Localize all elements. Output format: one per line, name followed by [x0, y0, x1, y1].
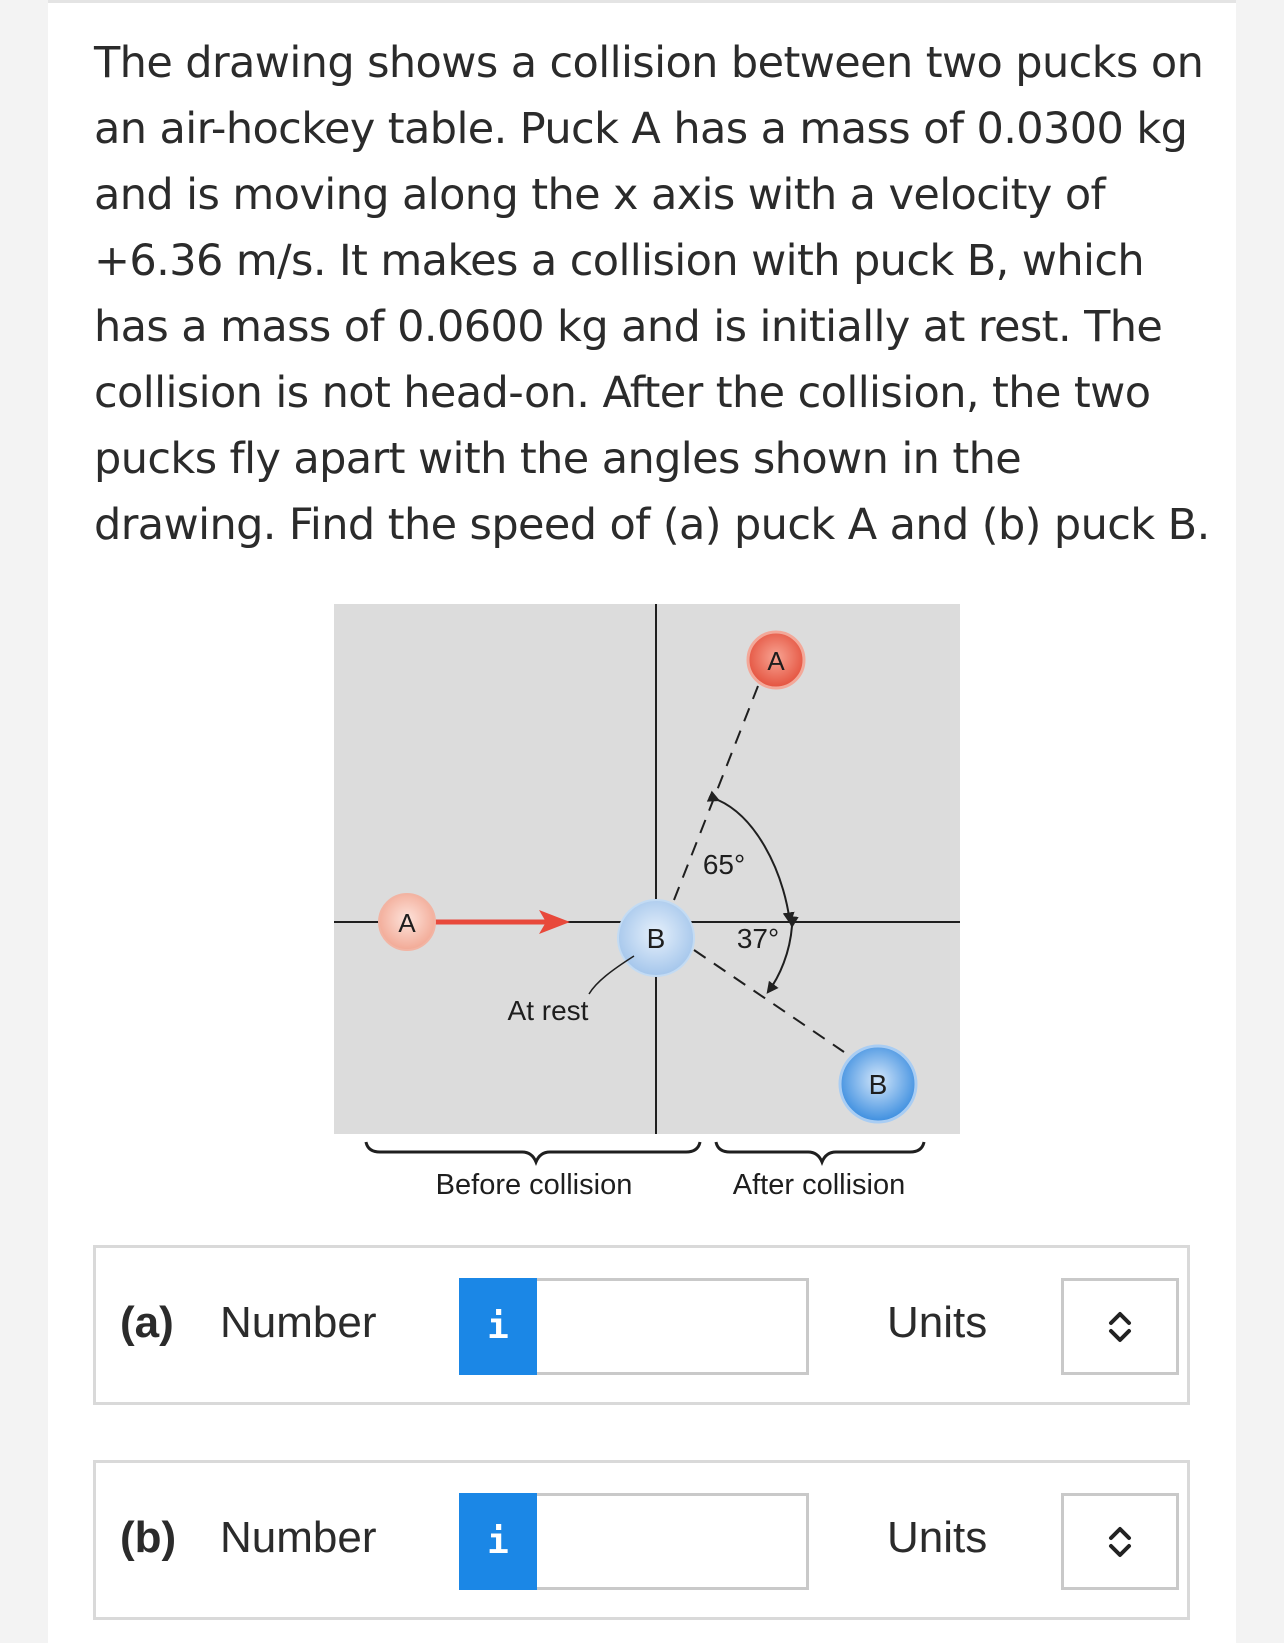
puck-b-before-label: B — [646, 923, 666, 954]
number-label-b: Number — [220, 1513, 377, 1562]
before-collision-label: Before collision — [435, 1169, 633, 1201]
units-label-b: Units — [887, 1513, 988, 1562]
info-icon[interactable]: i — [459, 1493, 537, 1590]
angle-b-label: 37° — [736, 923, 780, 954]
answer-row-b — [93, 1460, 1190, 1620]
part-label-b: (b) — [120, 1513, 177, 1562]
number-input-a[interactable] — [537, 1278, 809, 1375]
number-label-a: Number — [220, 1298, 377, 1347]
chevron-up-down-icon — [1105, 1310, 1135, 1344]
units-select-a[interactable] — [1061, 1278, 1179, 1375]
before-brace — [366, 1142, 700, 1162]
puck-a-before-label: A — [398, 908, 416, 938]
units-label-a: Units — [887, 1298, 988, 1347]
puck-b-after-label: B — [868, 1069, 888, 1100]
answer-row-a — [93, 1245, 1190, 1405]
question-text: The drawing shows a collision between two pucks on an air-hockey table. Puck A has a mass of 0.0300 kg and is moving along the x axis with a velocity of +6.36 m/s. It makes a collision with puck B, which has a mass of 0.0600 kg and is initially at rest. The collision is not head-on. After the collision, the two pucks fly apart with the angles shown in the drawing. Find the speed of (a) puck A and (b) puck B. — [94, 38, 1210, 550]
after-collision-label: After collision — [732, 1169, 906, 1201]
part-label-a: (a) — [120, 1298, 174, 1347]
info-icon[interactable]: i — [459, 1278, 537, 1375]
card-divider — [48, 0, 1236, 3]
units-select-b[interactable] — [1061, 1493, 1179, 1590]
chevron-up-down-icon — [1105, 1525, 1135, 1559]
at-rest-label: At rest — [507, 995, 589, 1026]
after-brace — [716, 1142, 924, 1162]
angle-a-label: 65° — [702, 849, 746, 880]
number-input-b[interactable] — [537, 1493, 809, 1590]
collision-diagram — [334, 604, 964, 1204]
puck-a-after-label: A — [767, 646, 785, 676]
collision-figure — [334, 604, 964, 1204]
